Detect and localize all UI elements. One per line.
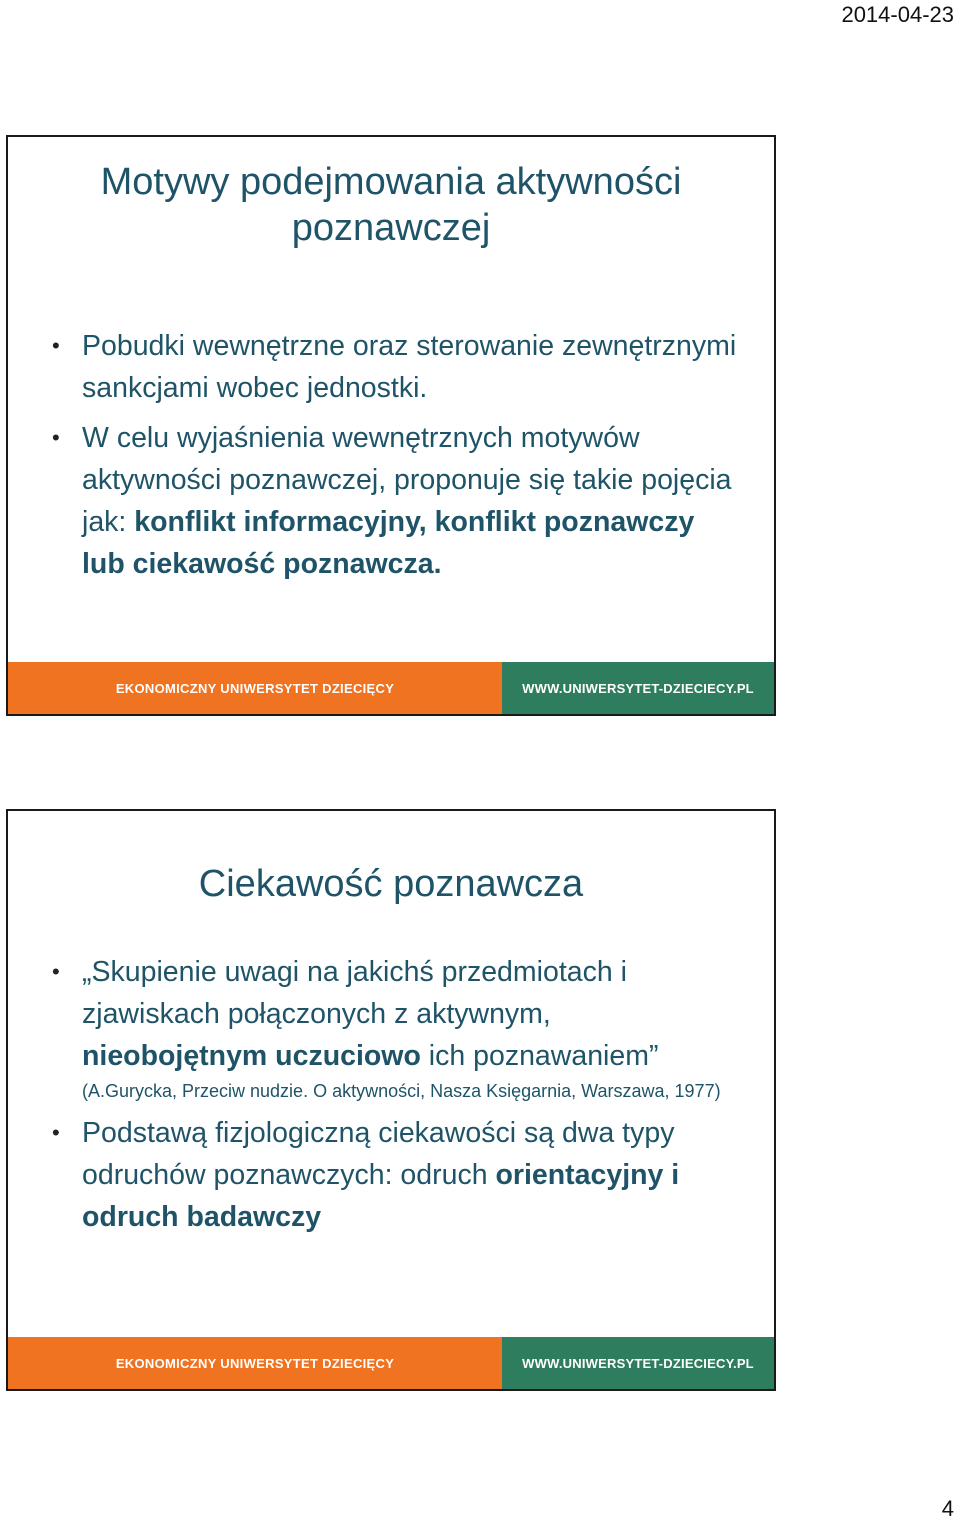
slide-title: Ciekawość poznawcza xyxy=(198,863,584,905)
slide-footer xyxy=(8,662,774,714)
bullet-bold-text: nieobojętnym uczuciowo xyxy=(82,1040,421,1072)
slide-2 xyxy=(6,809,776,1391)
bullet-item xyxy=(52,1112,744,1238)
page-number: 4 xyxy=(941,1496,954,1521)
bullet-bold-text: konflikt informacyjny, konflikt poznawczy lub ciekawość poznawcza. xyxy=(82,506,695,580)
slide-1 xyxy=(6,135,776,716)
footer-org-name: EKONOMICZNY UNIWERSYTET DZIECIĘCY xyxy=(8,662,502,714)
footer-website: WWW.UNIWERSYTET-DZIECIECY.PL xyxy=(502,1337,774,1389)
bullet-item xyxy=(52,417,744,585)
page-date: 2014-04-23 xyxy=(841,2,954,27)
bullet-icon: • xyxy=(52,333,60,358)
bullet-icon: • xyxy=(52,1120,60,1145)
footer-org-name: EKONOMICZNY UNIWERSYTET DZIECIĘCY xyxy=(8,1337,502,1389)
bullet-list xyxy=(52,951,744,1246)
bullet-icon: • xyxy=(52,959,60,984)
slide-title: Motywy podejmowania aktywności poznawczej xyxy=(100,161,682,249)
bullet-item xyxy=(52,325,744,409)
bullet-text: W celu wyjaśnienia wewnętrznych motywów aktywności poznawczej, proponuje się takie pojęcia jak: xyxy=(82,422,732,538)
bullet-text: „Skupienie uwagi na jakichś przedmiotach i zjawiskach połączonych z aktywnym, xyxy=(82,956,627,1030)
bullet-bold-text: orientacyjny i odruch badawczy xyxy=(82,1159,680,1233)
footer-website: WWW.UNIWERSYTET-DZIECIECY.PL xyxy=(502,662,774,714)
bullet-text: Pobudki wewnętrzne oraz sterowanie zewnętrznymi sankcjami wobec jednostki. xyxy=(82,330,737,404)
bullet-list xyxy=(52,325,744,593)
bullet-item xyxy=(52,951,744,1104)
bullet-text: Podstawą fizjologiczną ciekawości są dwa typy odruchów poznawczych: odruch xyxy=(82,1117,675,1191)
citation: (A.Gurycka, Przeciw nudzie. O aktywności, Nasza Księgarnia, Warszawa, 1977) xyxy=(82,1081,721,1101)
bullet-text: ich poznawaniem” xyxy=(420,1040,659,1072)
slide-footer xyxy=(8,1337,774,1389)
bullet-icon: • xyxy=(52,425,60,450)
